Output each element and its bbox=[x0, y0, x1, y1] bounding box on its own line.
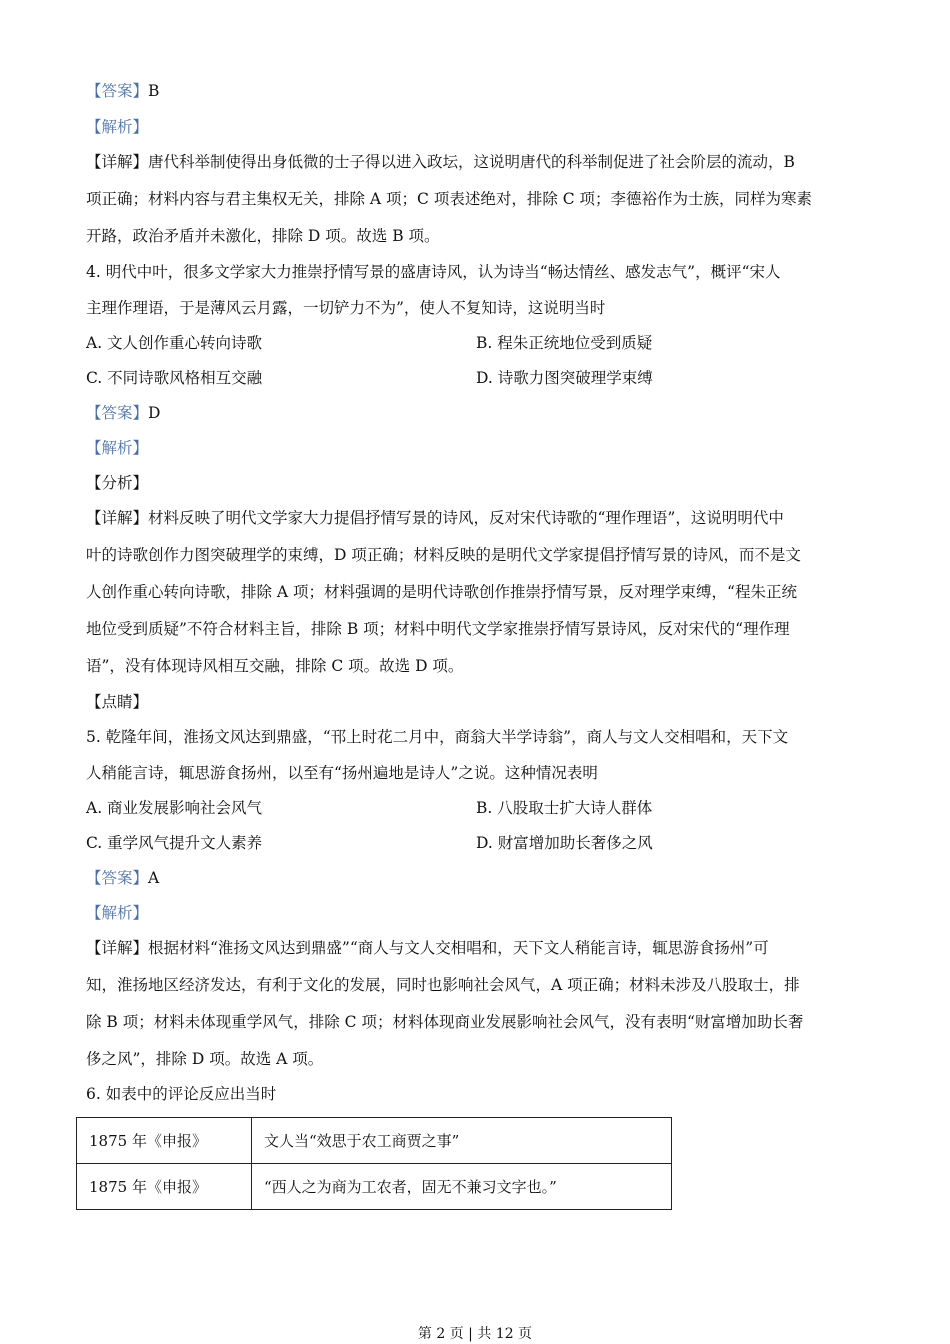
detail-line: 侈之风”，排除 D 项。故选 A 项。 bbox=[86, 1050, 324, 1068]
table-cell: “西人之为商为工农者，固无不兼习文字也。” bbox=[252, 1164, 672, 1210]
question-stem: 5. 乾隆年间，淮扬文风达到鼎盛，“邗上时花二月中，商翁大半学诗翁”，商人与文人交相唱和，天下文 bbox=[86, 728, 789, 746]
detail-line: 人创作重心转向诗歌，排除 A 项；材料强调的是明代诗歌创作推崇抒情写景，反对理学束缚，“程朱正统 bbox=[86, 583, 797, 601]
answer-value: A bbox=[148, 869, 160, 887]
dianjing-tag: 【点睛】 bbox=[86, 693, 149, 711]
analysis-tag: 【解析】 bbox=[86, 118, 149, 136]
option-d: D. 财富增加助长奢侈之风 bbox=[476, 834, 653, 852]
option-c: C. 不同诗歌风格相互交融 bbox=[86, 369, 263, 387]
answer-tag: 【答案】 bbox=[86, 82, 149, 100]
question-stem: 6. 如表中的评论反应出当时 bbox=[86, 1085, 277, 1103]
option-a: A. 文人创作重心转向诗歌 bbox=[86, 334, 263, 352]
detail-line: 叶的诗歌创作力图突破理学的束缚，D 项正确；材料反映的是明代文学家提倡抒情写景的诗风，而不是文 bbox=[86, 546, 801, 564]
q5-answer-line bbox=[86, 868, 866, 888]
option-a: A. 商业发展影响社会风气 bbox=[86, 799, 263, 817]
question-stem: 4. 明代中叶，很多文学家大力推崇抒情写景的盛唐诗风，认为诗当“畅达情丝、感发志气”，概评“宋人 bbox=[86, 263, 781, 281]
detail-line: 【详解】材料反映了明代文学家大力提倡抒情写景的诗风，反对宋代诗歌的“理作理语”，这说明明代中 bbox=[86, 509, 784, 527]
table-cell: 1875 年《申报》 bbox=[77, 1118, 252, 1164]
detail-line: 语”，没有体现诗风相互交融，排除 C 项。故选 D 项。 bbox=[86, 657, 464, 675]
detail-line: 【详解】根据材料“淮扬文风达到鼎盛”“商人与文人交相唱和，天下文人稍能言诗，辄思游食扬州”可 bbox=[86, 939, 769, 957]
answer-tag: 【答案】 bbox=[86, 869, 149, 887]
option-b: B. 八股取士扩大诗人群体 bbox=[476, 799, 653, 817]
detail-line: 地位受到质疑”不符合材料主旨，排除 B 项；材料中明代文学家推崇抒情写景诗风，反对宋代的“理作理 bbox=[86, 620, 790, 638]
answer-tag: 【答案】 bbox=[86, 404, 149, 422]
table-row bbox=[77, 1164, 672, 1210]
table-row bbox=[77, 1118, 672, 1164]
detail-line: 除 B 项；材料未体现重学风气，排除 C 项；材料体现商业发展影响社会风气，没有表明“财富增加助长奢 bbox=[86, 1013, 804, 1031]
detail-line: 开路，政治矛盾并未激化，排除 D 项。故选 B 项。 bbox=[86, 227, 440, 245]
detail-line: 【详解】唐代科举制使得出身低微的士子得以进入政坛，这说明唐代的科举制促进了社会阶层的流动，B bbox=[86, 153, 795, 171]
page-footer: 第 2 页 | 共 12 页 bbox=[417, 1326, 533, 1342]
detail-line: 知，淮扬地区经济发达，有利于文化的发展，同时也影响社会风气，A 项正确；材料未涉及八股取士，排 bbox=[86, 976, 800, 994]
answer-value: B bbox=[148, 82, 160, 100]
comment-table bbox=[76, 1117, 672, 1210]
option-d: D. 诗歌力图突破理学束缚 bbox=[476, 369, 653, 387]
analysis-tag: 【解析】 bbox=[86, 904, 149, 922]
analysis-tag: 【解析】 bbox=[86, 439, 149, 457]
table-cell: 文人当“效思于农工商贾之事” bbox=[252, 1118, 672, 1164]
detail-line: 项正确；材料内容与君主集权无关，排除 A 项；C 项表述绝对，排除 C 项；李德裕作为士族，同样为寒素 bbox=[86, 190, 813, 208]
q4-answer-line bbox=[86, 403, 866, 423]
question-stem: 人稍能言诗，辄思游食扬州，以至有“扬州遍地是诗人”之说。这种情况表明 bbox=[86, 764, 598, 782]
question-stem: 主理作理语，于是薄风云月露，一切铲力不为”，使人不复知诗，这说明当时 bbox=[86, 299, 606, 317]
q3-answer-line bbox=[86, 81, 866, 101]
fenxi-tag: 【分析】 bbox=[86, 474, 149, 492]
answer-value: D bbox=[148, 404, 161, 422]
option-c: C. 重学风气提升文人素养 bbox=[86, 834, 263, 852]
option-b: B. 程朱正统地位受到质疑 bbox=[476, 334, 653, 352]
table-cell: 1875 年《申报》 bbox=[77, 1164, 252, 1210]
